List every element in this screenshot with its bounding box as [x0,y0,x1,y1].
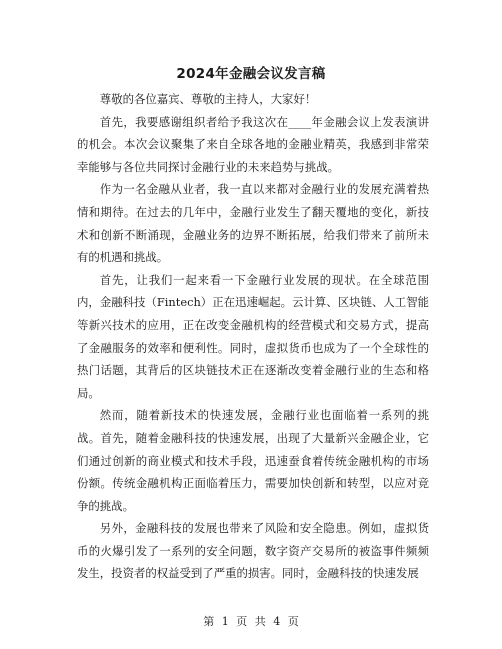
document-title: 2024年金融会议发言稿 [176,66,326,82]
paragraph-greeting: 尊敬的各位嘉宾、尊敬的主持人，大家好！ [99,92,317,106]
page-number: 第 1 页 共 4 页 [203,615,299,628]
paragraph-challenges: 然而，随着新技术的快速发展，金融行业也面临着一系列的挑战。首先，随着金融科技的快速发展，出现了大量新兴金融企业，它们通过创新的商业模式和技术手段，迅速蚕食着传统金融机构的市场份额。传统金融机构正面临着压力，需要加快创新和转型，以应对竞争的挑战。 [77,408,429,513]
paragraph-risks: 另外，金融科技的发展也带来了风险和安全隐患。例如，虚拟货币的火爆引发了一系列的安全问题，数字资产交易所的被盗事件频频发生，投资者的权益受到了严重的损害。同时，金融科技的快速发展 [77,521,429,581]
document-body [77,88,429,585]
paragraph-practitioner: 作为一名金融从业者，我一直以来都对金融行业的发展充满着热情和期待。在过去的几年中，金融行业发生了翻天覆地的变化，新技术和创新不断涌现，金融业务的边界不断拓展，给我们带来了前所未有的机遇和挑战。 [77,182,429,265]
paragraph-current-status: 首先，让我们一起来看一下金融行业发展的现状。在全球范围内，金融科技（Fintech）正在迅速崛起。云计算、区块链、人工智能等新兴技术的应用，正在改变金融机构的经营模式和交易方式，提高了金融服务的效率和便利性。同时，虚拟货币也成为了一个全球性的热门话题，其背后的区块链技术正在逐渐改变着金融行业的生态和格局。 [77,272,429,400]
paragraph-thanks: 首先，我要感谢组织者给予我这次在____年金融会议上发表演讲的机会。本次会议聚集了来自全球各地的金融业精英，我感到非常荣幸能够与各位共同探讨金融行业的未来趋势与挑战。 [77,114,429,174]
